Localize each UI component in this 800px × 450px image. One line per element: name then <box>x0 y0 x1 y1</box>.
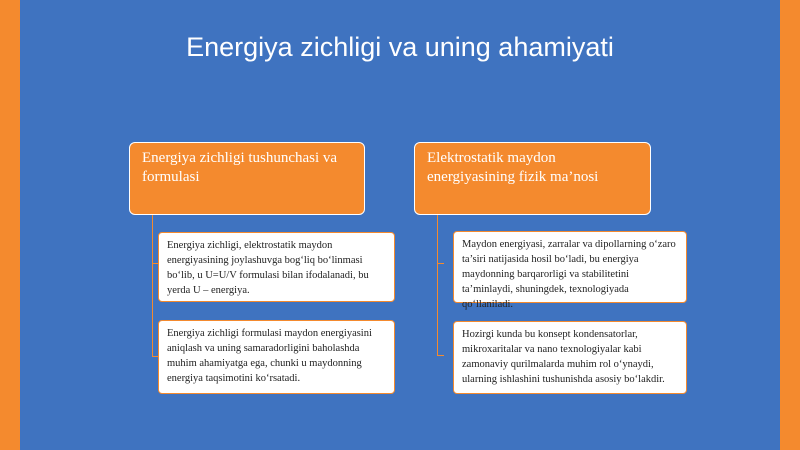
heading-right: Elektrostatik maydon energiyasining fizik ma’nosi <box>414 142 651 215</box>
heading-left: Energiya zichligi tushunchasi va formulasi <box>129 142 365 215</box>
connector-right-2 <box>437 263 444 356</box>
card-left-1: Energiya zichligi, elektrostatik maydon energiyasining joylashuvga bog‘liq bo‘linmasi bo‘lib, u U=U/V formulasi bilan ifodalanadi, bu yerda U – energiya. <box>158 232 395 302</box>
card-right-1: Maydon energiyasi, zarralar va dipollarning o‘zaro ta’siri natijasida hosil bo‘ladi, bu energiya maydonning barqarorligi va stabilitetini ta’minlaydi, shuningdek, texnologiyada qo‘llaniladi. <box>453 231 687 303</box>
card-left-2: Energiya zichligi formulasi maydon energiyasini aniqlash va uning samaradorligini baholashda muhim ahamiyatga ega, chunki u maydonning energiya taqsimotini ko‘rsatadi. <box>158 320 395 394</box>
slide-title: Energiya zichligi va uning ahamiyati <box>186 32 614 62</box>
slide <box>20 0 780 450</box>
connector-right-1 <box>437 215 444 264</box>
card-right-2: Hozirgi kunda bu konsept kondensatorlar, mikroxaritalar va nano texnologiyalar kabi zamonaviy qurilmalarda muhim rol o‘ynaydi, ularning ishlashini tushunishda asosiy bo‘lakdir. <box>453 321 687 394</box>
